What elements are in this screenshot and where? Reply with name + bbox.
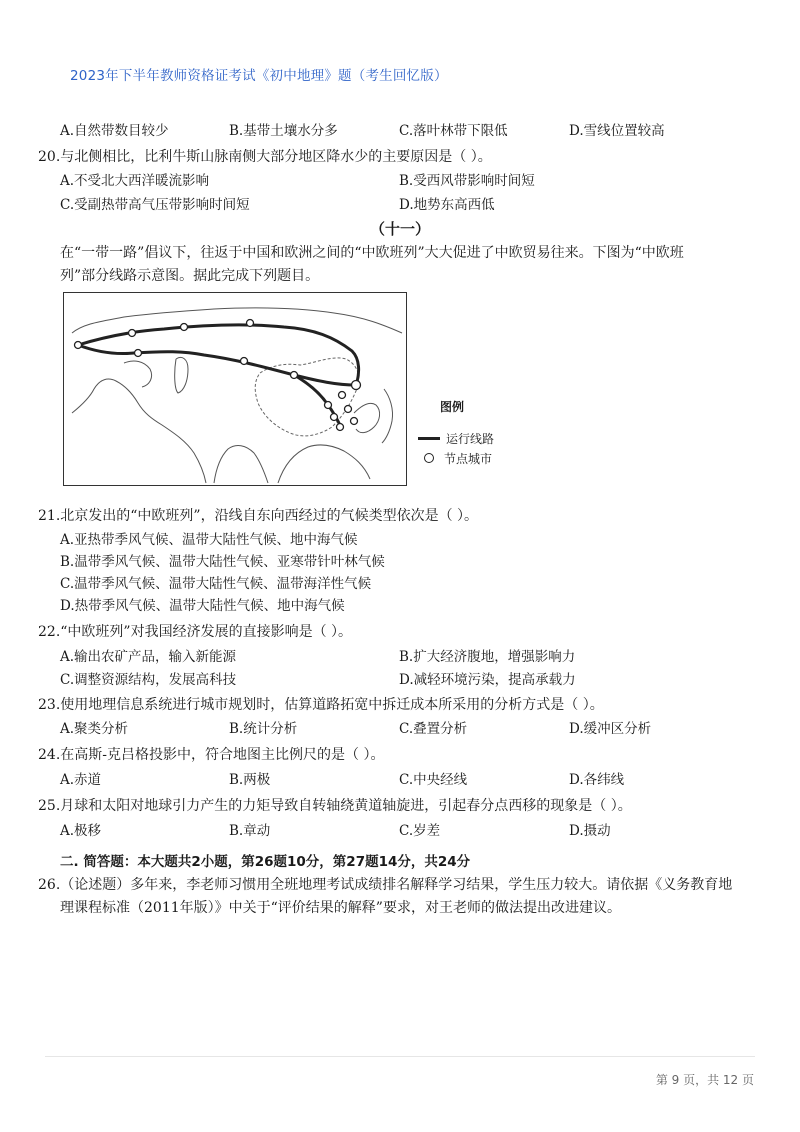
q20-option-d: D.地势东高西低	[399, 197, 495, 213]
japan-coastline	[382, 389, 393, 443]
q25-option-d: D.摄动	[569, 823, 611, 839]
node-city	[352, 381, 361, 390]
q23-option-d: D.缓冲区分析	[569, 721, 652, 737]
node-city	[247, 320, 254, 327]
node-city	[291, 372, 298, 379]
q22-option-d: D.减轻环境污染，提高承载力	[399, 672, 576, 688]
node-city	[75, 342, 82, 349]
section-11-intro-line-2: 列”部分线路示意图。据此完成下列题目。	[60, 268, 320, 284]
southeast-asia-coastline	[278, 445, 370, 483]
q23-stem: 23.使用地理信息系统进行城市规划时，估算道路拓宽中拆迁成本所采用的分析方式是（ ）。	[38, 697, 604, 713]
legend-route-label: 运行线路	[446, 431, 495, 446]
map-drawing	[64, 293, 406, 485]
black-sea-outline	[124, 361, 152, 387]
q24-option-a: A.赤道	[60, 772, 102, 788]
q21-option-c: C.温带季风气候、温带大陆性气候、温带海洋性气候	[60, 576, 372, 592]
q23-option-a: A.聚类分析	[60, 721, 129, 737]
q25-stem: 25.月球和太阳对地球引力产生的力矩导致自转轴绕黄道轴旋进，引起春分点西移的现象是（ ）。	[38, 798, 632, 814]
legend-route-symbol	[418, 437, 440, 440]
q24-option-c: C.中央经线	[399, 772, 468, 788]
q21-option-a: A.亚热带季风气候、温带大陆性气候、地中海气候	[60, 532, 358, 548]
q25-option-a: A.极移	[60, 823, 102, 839]
q19-option-d: D.雪线位置较高	[569, 123, 665, 139]
caspian-sea-outline	[175, 357, 188, 393]
node-city	[241, 358, 248, 365]
korea-coastline	[354, 403, 380, 432]
legend-city-label: 节点城市	[444, 451, 493, 466]
node-city	[351, 418, 358, 425]
node-city	[337, 424, 344, 431]
q24-option-b: B.两极	[229, 772, 271, 788]
q24-stem: 24.在高斯-克吕格投影中，符合地图主比例尺的是（ ）。	[38, 747, 385, 763]
q25-option-c: C.岁差	[399, 823, 441, 839]
footer-divider	[45, 1056, 755, 1057]
node-city	[345, 406, 352, 413]
q21-stem: 21.北京发出的“中欧班列”，沿线自东向西经过的气候类型依次是（ ）。	[38, 508, 479, 524]
section-11-title: （十一）	[369, 220, 430, 238]
legend-title: 图例	[440, 400, 465, 414]
q22-stem: 22.“中欧班列”对我国经济发展的直接影响是（ ）。	[38, 624, 353, 640]
q26-line-1: 26.（论述题）多年来，李老师习惯用全班地理考试成绩排名解释学习结果，学生压力较大。请依据《义务教育地	[38, 877, 733, 893]
node-city	[129, 330, 136, 337]
node-city	[325, 402, 332, 409]
node-city	[339, 392, 346, 399]
node-city	[135, 350, 142, 357]
legend-city-row	[418, 449, 494, 467]
q21-option-b: B.温带季风气候、温带大陆性气候、亚寒带针叶林气候	[60, 554, 385, 570]
q22-option-c: C.调整资源结构，发展高科技	[60, 672, 237, 688]
document-header: 2023年下半年教师资格证考试《初中地理》题（考生回忆版）	[70, 68, 448, 84]
q23-option-c: C.叠置分析	[399, 721, 468, 737]
map-legend	[418, 398, 494, 469]
q22-option-a: A.输出农矿产品，输入新能源	[60, 649, 237, 665]
q22-option-b: B.扩大经济腹地，增强影响力	[399, 649, 576, 665]
q21-option-d: D.热带季风气候、温带大陆性气候、地中海气候	[60, 598, 345, 614]
q19-option-b: B.基带土壤水分多	[229, 123, 338, 139]
q20-stem: 20.与北侧相比，比利牛斯山脉南侧大部分地区降水少的主要原因是（ ）。	[38, 149, 492, 165]
arabia-india-coastline	[214, 446, 268, 483]
section-11-intro-line-1: 在“一带一路”倡议下，往返于中国和欧洲之间的“中欧班列”大大促进了中欧贸易往来。下图为“中欧班	[60, 245, 684, 261]
q20-option-c: C.受副热带高气压带影响时间短	[60, 197, 250, 213]
northern-coastline	[72, 308, 402, 333]
q20-option-a: A.不受北大西洋暖流影响	[60, 173, 210, 189]
q20-option-b: B.受西风带影响时间短	[399, 173, 535, 189]
page-number: 第 9 页，共 12 页	[655, 1073, 754, 1087]
central-route-line	[78, 345, 356, 385]
q23-option-b: B.统计分析	[229, 721, 298, 737]
legend-route-row	[418, 429, 494, 447]
section-2-title: 二. 简答题：本大题共2小题，第26题10分，第27题14分，共24分	[60, 854, 471, 870]
node-city	[331, 414, 338, 421]
node-city	[181, 324, 188, 331]
q26-line-2: 理课程标准（2011年版）》中关于“评价结果的解释”要求，对王老师的做法提出改进建议。	[60, 900, 621, 916]
legend-city-symbol	[424, 453, 434, 463]
q24-option-d: D.各纬线	[569, 772, 625, 788]
q19-option-c: C.落叶林带下限低	[399, 123, 508, 139]
q19-option-a: A.自然带数目较少	[60, 123, 169, 139]
mediterranean-coastline	[72, 379, 206, 483]
q25-option-b: B.章动	[229, 823, 271, 839]
china-europe-railway-map	[63, 292, 407, 486]
